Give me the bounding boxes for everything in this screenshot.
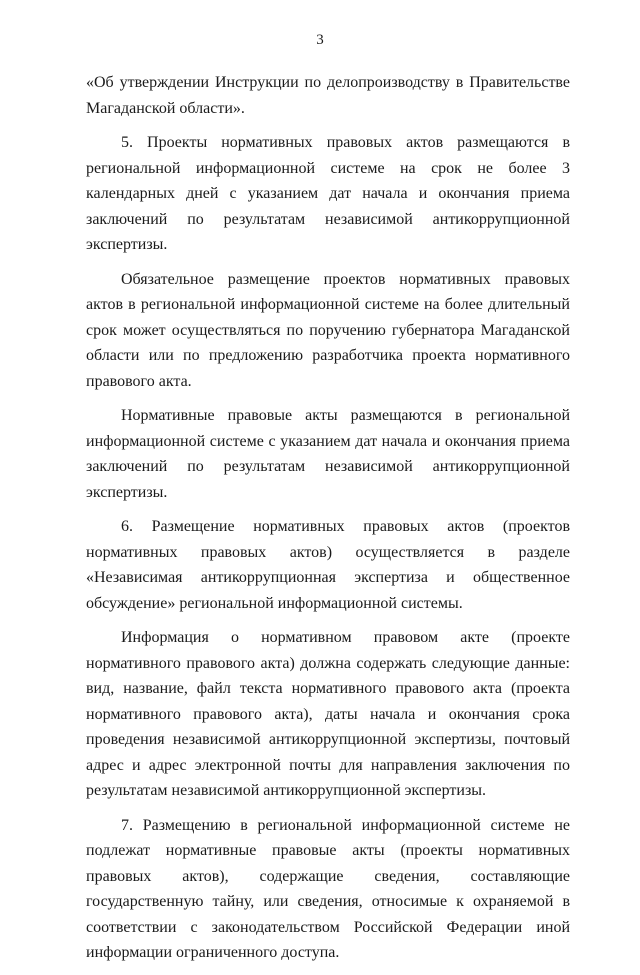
paragraph-continuation: «Об утверждении Инструкции по делопроизводству в Правительстве Магаданской области».	[86, 74, 570, 117]
paragraph-normative-acts-placement: Нормативные правовые акты размещаются в региональной информационной системе с указанием дат начала и окончания приема заключений по результатам независимой антикоррупционной экспертизы.	[86, 407, 570, 501]
paragraph-mandatory-placement: Обязательное размещение проектов нормативных правовых актов в региональной информационной системе на более длительный срок может осуществляться по поручению губернатора Магаданской области или по предложению разработчика проекта нормативного правового акта.	[86, 270, 570, 390]
paragraph-item-6: 6. Размещение нормативных правовых актов (проектов нормативных правовых актов) осуществляется в разделе «Независимая антикоррупционная экспертиза и общественное обсуждение» региональной информационной системы.	[86, 518, 570, 612]
paragraph-information-content: Информация о нормативном правовом акте (проекте нормативного правового акта) должна содержать следующие данные: вид, название, файл текста нормативного правового акта (проекта нормативного правового акта), даты начала и окончания срока проведения независимой антикоррупционной экспертизы, почтовый адрес и адрес электронной почты для направления заключения по результатам независимой антикоррупционной экспертизы.	[86, 629, 570, 799]
document-body	[86, 70, 570, 975]
page-number: 3	[316, 32, 324, 48]
paragraph-item-5: 5. Проекты нормативных правовых актов размещаются в региональной информационной системе на срок не более 3 календарных дней с указанием дат начала и окончания приема заключений по результатам независимой антикоррупционной экспертизы.	[86, 134, 570, 253]
paragraph-item-7: 7. Размещению в региональной информационной системе не подлежат нормативные правовые акты (проекты нормативных правовых актов), содержащие сведения, составляющие государственную тайну, или сведения, относимые к охраняемой в соответствии с законодательством Российской Федерации иной информации ограниченного доступа.	[86, 816, 570, 961]
